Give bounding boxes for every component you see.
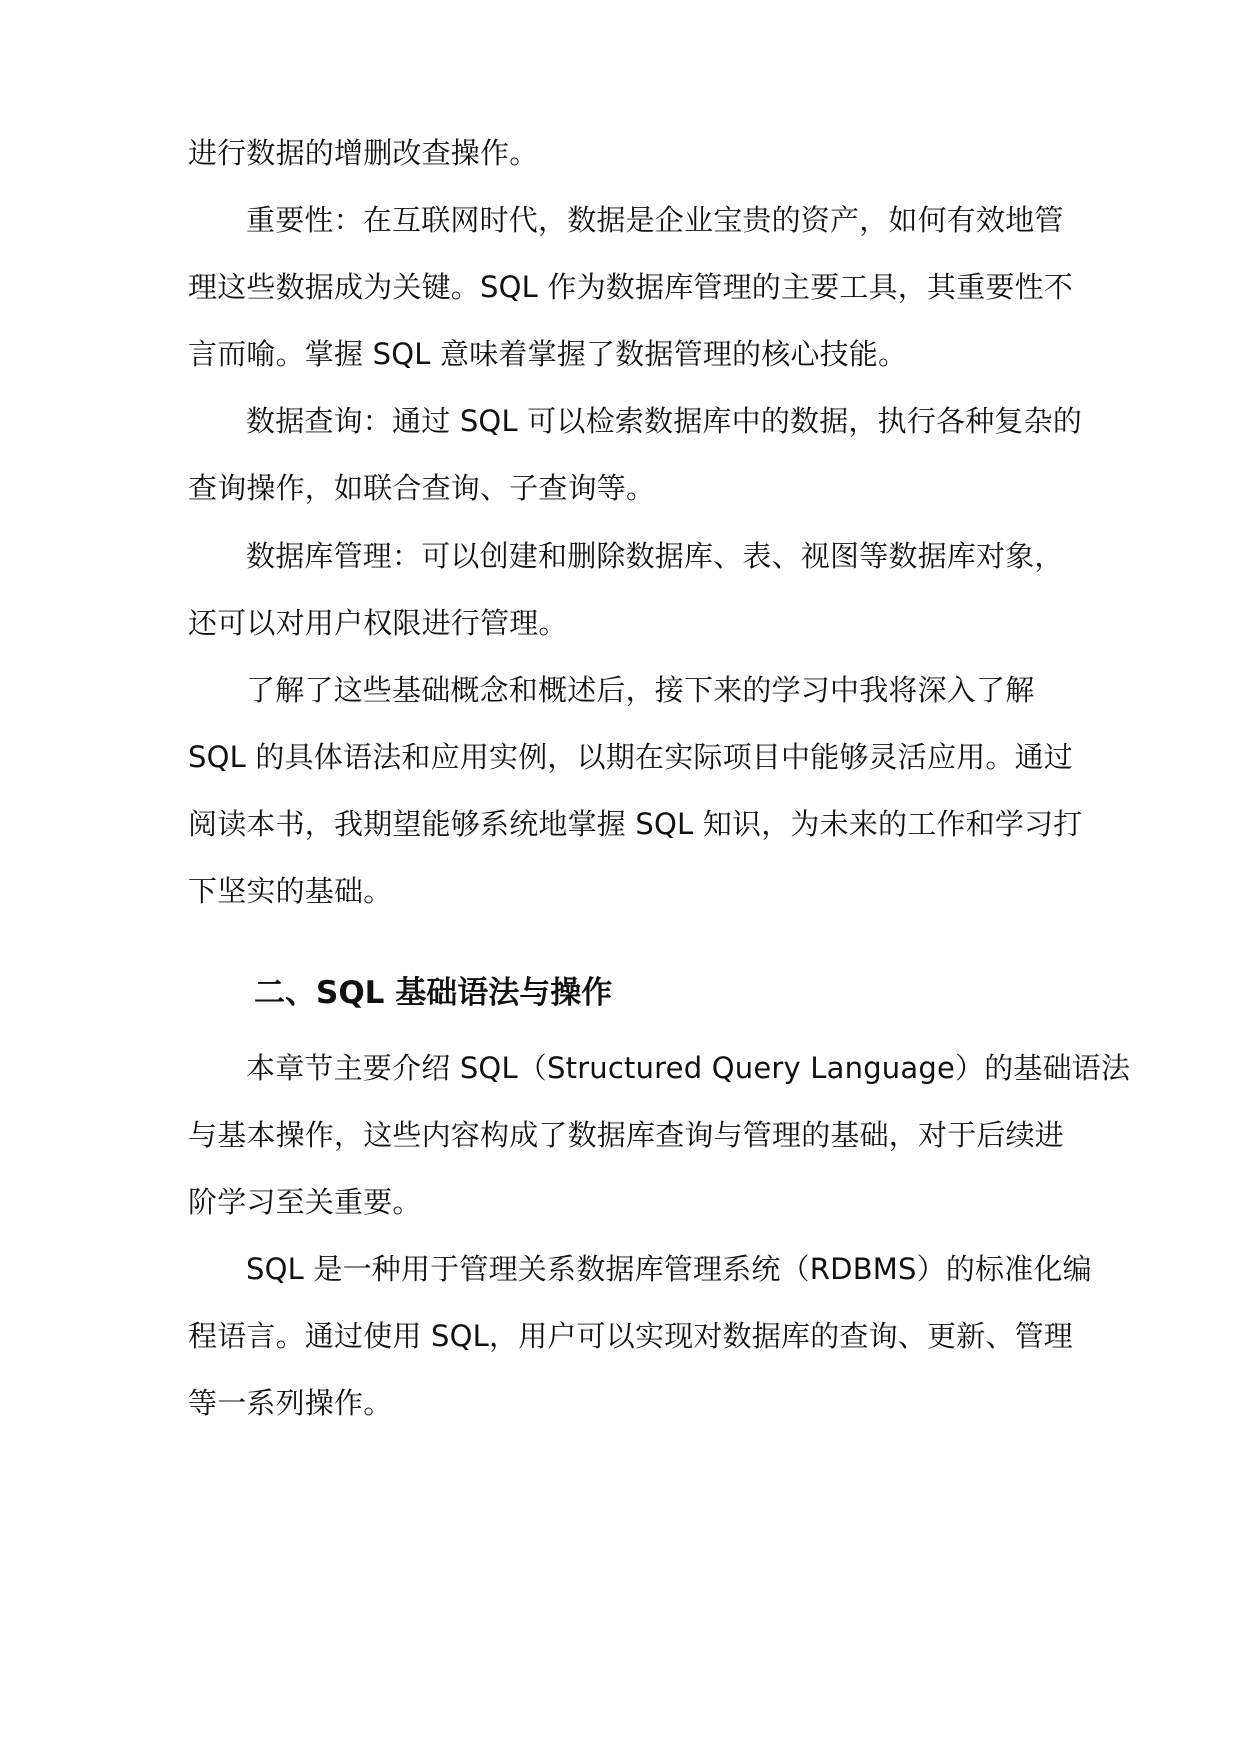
paragraph-line: 进行数据的增删改查操作。 — [188, 136, 539, 170]
paragraph-line: 数据查询：通过 SQL 可以检索数据库中的数据，执行各种复杂的 — [246, 404, 1083, 438]
paragraph-line: 言而喻。掌握 SQL 意味着掌握了数据管理的核心技能。 — [188, 337, 908, 371]
paragraph-line: 与基本操作，这些内容构成了数据库查询与管理的基础，对于后续进 — [188, 1118, 1065, 1152]
paragraph-line: 阶学习至关重要。 — [188, 1185, 422, 1219]
paragraph-line: 本章节主要介绍 SQL（Structured Query Language）的基础语法 — [246, 1051, 1131, 1085]
paragraph-line: 了解了这些基础概念和概述后，接下来的学习中我将深入了解 — [246, 673, 1035, 707]
paragraph-line: SQL 是一种用于管理关系数据库管理系统（RDBMS）的标准化编 — [246, 1252, 1092, 1286]
paragraph-line: 还可以对用户权限进行管理。 — [188, 606, 568, 640]
paragraph-line: 下坚实的基础。 — [188, 874, 393, 908]
paragraph-line: 程语言。通过使用 SQL，用户可以实现对数据库的查询、更新、管理 — [188, 1319, 1074, 1353]
section-heading: 二、SQL 基础语法与操作 — [254, 975, 613, 1011]
paragraph-line: 等一系列操作。 — [188, 1386, 393, 1420]
paragraph-line: 数据库管理：可以创建和删除数据库、表、视图等数据库对象， — [246, 539, 1064, 573]
paragraph-line: 重要性：在互联网时代，数据是企业宝贵的资产，如何有效地管 — [246, 203, 1064, 237]
paragraph-line: 查询操作，如联合查询、子查询等。 — [188, 471, 656, 505]
paragraph-line: SQL 的具体语法和应用实例，以期在实际项目中能够灵活应用。通过 — [188, 740, 1074, 774]
paragraph-line: 阅读本书，我期望能够系统地掌握 SQL 知识，为未来的工作和学习打 — [188, 807, 1083, 841]
paragraph-line: 理这些数据成为关键。SQL 作为数据库管理的主要工具，其重要性不 — [188, 270, 1074, 304]
